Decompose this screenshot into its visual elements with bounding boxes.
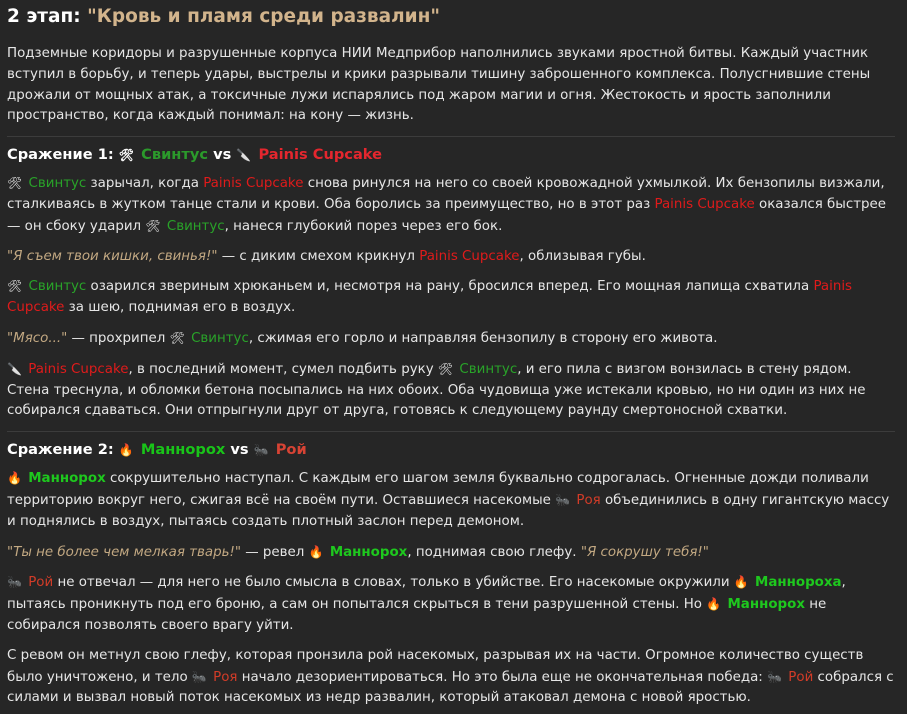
fire-icon: 🔥 — [118, 443, 134, 458]
text: , сжимая его горло и направляя бензопилу в сторону его живота. — [248, 330, 718, 346]
quote: "Ты не более чем мелкая тварь!" — [7, 544, 241, 560]
name-painis: Painis Cupcake — [419, 248, 520, 264]
text: снова ринулся на него со своей кровожадной ухмылкой. Их бензопилы визжали, сталкиваясь в жутком танце стали и крови. Оба боролись за преимущество, но в этот раз — [7, 176, 885, 212]
ant-icon: 🐜 — [253, 443, 269, 458]
name-painis: Painis Cupcake — [7, 279, 853, 316]
knife-icon: 🔪 — [236, 148, 252, 163]
text: зарычал, когда — [86, 176, 204, 192]
name-painis: Painis Cupcake — [654, 196, 755, 212]
name-svintus: Свинтус — [166, 218, 225, 234]
fire-icon: 🔥 — [733, 575, 749, 590]
text: — с диким смехом крикнул — [217, 248, 420, 264]
quote: "Я съем твои кишки, свинья!" — [7, 248, 218, 264]
name-mannorokh: Маннорох — [727, 597, 805, 613]
fighter-svintus: Свинтус — [141, 146, 209, 164]
intro-paragraph: Подземные коридоры и разрушенные корпуса НИИ Медприбор наполнились звуками яростной битвы. Каждый участник вступил в борьбу, и теперь удары, выстрелы и крики разрывали тишину заброшенного комплекса. Полусгнившие стены дрожали от мощных атак, а токсичные лужи испарялись под жаром магии и огня. Жестокость и ярость заполнили пространство, когда каждый понимал: на кону — жизнь. — [7, 46, 871, 124]
tools-icon: 🛠 — [169, 330, 185, 345]
battle-2-paragraph-3 — [7, 572, 895, 636]
name-svintus: Свинтус — [28, 279, 87, 295]
text: , облизывая губы. — [519, 248, 646, 264]
text: озарился звериным хрюканьем и, несмотря на рану, бросился вперед. Его мощная лапища схватила — [86, 279, 814, 295]
name-svintus: Свинтус — [459, 361, 518, 377]
battle-1-heading — [7, 143, 895, 167]
name-painis: Painis Cupcake — [203, 176, 304, 192]
text: , нанеся глубокий порез через его бок. — [224, 218, 503, 234]
name-mannorokh: Маннороха — [755, 575, 842, 591]
fire-icon: 🔥 — [308, 544, 324, 559]
text: , поднимая свою глефу. — [407, 544, 581, 560]
stage-label: 2 этап: — [7, 6, 81, 27]
battle-1-paragraph-2 — [7, 247, 895, 268]
tools-icon: 🛠 — [7, 176, 23, 191]
tools-icon: 🛠 — [7, 279, 23, 294]
vs-label: vs — [213, 146, 232, 164]
battle-2-paragraph-4 — [7, 646, 895, 709]
tools-icon: 🛠 — [437, 361, 454, 376]
ant-icon: 🐜 — [7, 575, 22, 590]
divider — [7, 431, 895, 432]
fire-icon: 🔥 — [7, 471, 22, 486]
stage-title: "Кровь и пламя среди развалин" — [87, 6, 441, 27]
battle-1-paragraph-1 — [7, 173, 895, 237]
name-roy: Роя — [213, 669, 238, 685]
ant-icon: 🐜 — [191, 669, 207, 684]
fighter-mannorokh: Маннорох — [140, 441, 226, 459]
name-mannorokh: Маннорох — [28, 471, 106, 487]
name-svintus: Свинтус — [191, 330, 249, 346]
battle-2-paragraph-1 — [7, 468, 895, 532]
ant-icon: 🐜 — [767, 669, 783, 684]
text: не собирался позволять своего врагу уйти. — [7, 597, 827, 633]
fire-icon: 🔥 — [706, 597, 722, 612]
fighter-painis: Painis Cupcake — [258, 146, 383, 164]
ant-icon: 🐜 — [555, 492, 571, 507]
text: , в последний момент, сумел подбить руку — [128, 361, 438, 377]
battle-2-paragraph-2 — [7, 542, 895, 564]
stage-heading — [7, 4, 895, 30]
name-roy: Рой — [788, 669, 814, 685]
tools-icon: 🛠 — [118, 148, 135, 163]
name-mannorokh: Маннорох — [329, 544, 408, 560]
name-roy: Рой — [28, 575, 54, 591]
divider — [7, 136, 895, 137]
battle-2-label: Сражение 2: — [7, 441, 114, 459]
name-roy: Роя — [576, 492, 601, 508]
vs-label: vs — [230, 441, 249, 459]
text: собрался с силами и вызвал новый поток насекомых из недр развалин, который атаковал демона с новой яростью. — [7, 669, 894, 706]
text: начало дезориентироваться. Но это была еще не окончательная победа: — [237, 669, 768, 685]
name-painis: Painis Cupcake — [28, 361, 129, 377]
battle-2-heading — [7, 438, 895, 462]
text: — прохрипел — [67, 330, 170, 346]
fighter-roy: Рой — [275, 441, 307, 459]
text: оказался быстрее — он сбоку ударил — [7, 196, 887, 234]
battle-1-paragraph-5 — [7, 359, 895, 422]
text: , пытаясь проникнуть под его броню, а сам он попытался скрыться в тени разрушенной стены. Но — [7, 575, 846, 613]
text: С ревом он метнул свою глефу, которая пронзила рой насекомых, разрывая их на части. Огромное количество существ было уничтожено, и тело — [7, 647, 864, 685]
tools-icon: 🛠 — [145, 218, 161, 233]
battle-1-label: Сражение 1: — [7, 146, 114, 164]
quote: "Я сокрушу тебя!" — [580, 544, 709, 560]
name-svintus: Свинтус — [28, 176, 87, 192]
text: объединились в одну гигантскую массу и поднялись в воздух, пытаясь создать плотный заслон перед демоном. — [7, 492, 890, 529]
knife-icon: 🔪 — [7, 361, 22, 376]
text: за шею, поднимая его в воздух. — [64, 300, 296, 316]
text: сокрушительно наступал. С каждым его шагом земля буквально содрогалась. Огненные дожди поливали территорию вокруг него, сжигая всё на своём пути. Оставшиеся насекомые — [7, 471, 869, 508]
battle-1-paragraph-4 — [7, 328, 895, 350]
text: не отвечал — для него не было смысла в словах, только в убийстве. Его насекомые окружили — [53, 575, 734, 591]
text: , и его пила с визгом вонзилась в стену рядом. Стена треснула, и обломки бетона посыпались на них обоих. Оба чудовища уже истекали кровью, но ни один из них не собирался сдаваться. Они отпрыгнули друг от друга, готовясь к следующему раунду смертоносной схватки. — [7, 361, 866, 419]
battle-1-paragraph-3 — [7, 276, 895, 319]
quote: "Мясо..." — [7, 330, 68, 346]
text: — ревел — [241, 544, 309, 560]
